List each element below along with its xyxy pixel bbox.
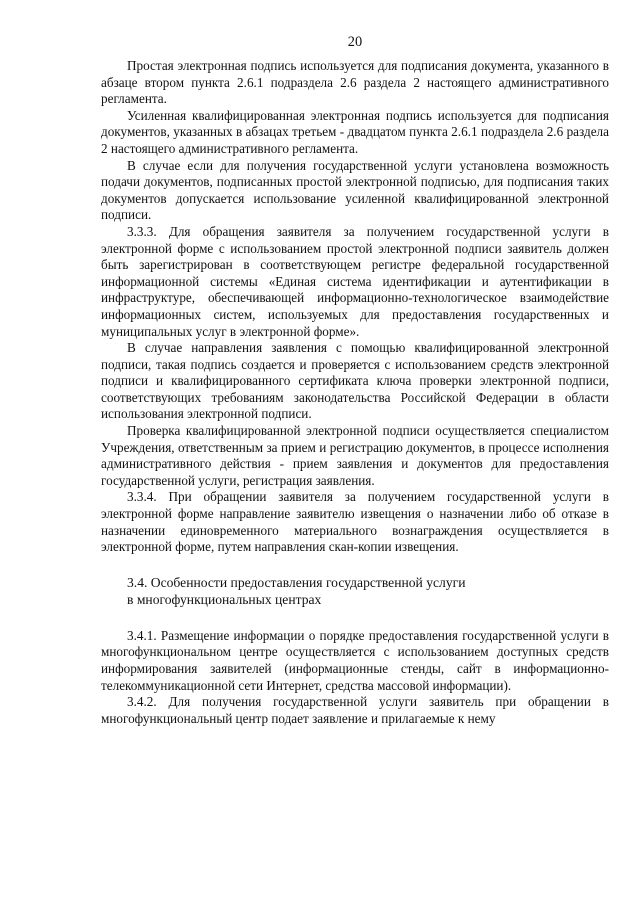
paragraph-qualified-signature-verification: В случае направления заявления с помощью квалифицированной электронной подписи, такая подпись создается и проверяется с использованием средств электронной подписи и квалифицированного сертификата ключа проверки электронной подписи, соответствующих требованиям законодательства Российской Федерации в области использования электронной подписи. xyxy=(101,340,609,422)
document-body xyxy=(101,58,609,727)
page-number: 20 xyxy=(347,34,363,50)
section-heading-line-2: в многофункциональных центрах xyxy=(127,591,322,607)
paragraph-3-4-1: 3.4.1. Размещение информации о порядке предоставления государственной услуги в многофункциональном центре осуществляется с использованием доступных средств информирования заявителей (информационные стенды, сайт в информационно-телекоммуникационной сети Интернет, средства массовой информации). xyxy=(101,627,609,693)
section-heading xyxy=(101,574,609,608)
paragraph-simple-signature-allowed: В случае если для получения государственной услуги установлена возможность подачи документов, подписанных простой электронной подписью, для подписания таких документов допускается использование усиленной квалифицированной электронной подписи. xyxy=(101,157,609,223)
paragraph-qualified-signature: Усиленная квалифицированная электронная подпись используется для подписания документов, указанных в абзацах третьем - двадцатом пункта 2.6.1 подраздела 2.6 раздела 2 настоящего административного регламента. xyxy=(101,107,609,156)
paragraph-simple-signature: Простая электронная подпись используется для подписания документа, указанного в абзаце втором пункта 2.6.1 подраздела 2.6 раздела 2 настоящего административного регламента. xyxy=(101,58,609,107)
paragraph-3-4-2: 3.4.2. Для получения государственной услуги заявитель при обращении в многофункциональный центр подает заявление и прилагаемые к нему xyxy=(101,694,609,726)
section-heading-line-1: 3.4. Особенности предоставления государственной услуги xyxy=(127,574,466,590)
spacer xyxy=(101,608,609,628)
paragraph-3-3-4: 3.3.4. При обращении заявителя за получением государственной услуги в электронной форме направление заявителю извещения о назначении либо об отказе в назначении единовременного материального вознаграждения осуществляется в электронной форме, путем направления скан-копии извещения. xyxy=(101,489,609,555)
paragraph-3-3-3: 3.3.3. Для обращения заявителя за получением государственной услуги в электронной форме с использованием простой электронной подписи заявитель должен быть зарегистрирован в соответствующем регистре федеральной государственной информационной системы «Единая система идентификации и аутентификации в инфраструктуре, обеспечивающей информационно-технологическое взаимодействие информационных систем, используемых для предоставления государственных и муниципальных услуг в электронной форме». xyxy=(101,223,609,339)
spacer xyxy=(101,556,609,574)
paragraph-signature-check: Проверка квалифицированной электронной подписи осуществляется специалистом Учреждения, ответственным за прием и регистрацию документов, в процессе исполнения административного действия - прием заявления и документов для предоставления государственной услуги, регистрация заявления. xyxy=(101,423,609,488)
